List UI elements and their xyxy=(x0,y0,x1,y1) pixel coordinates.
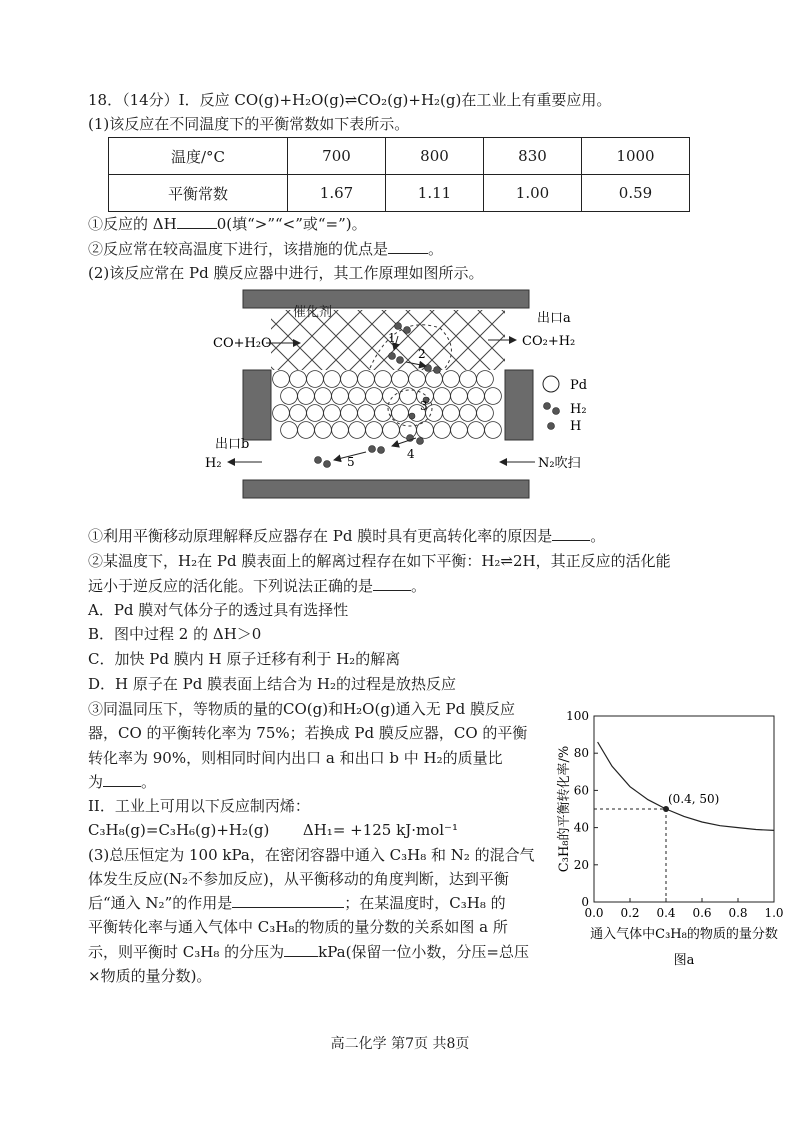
page-footer: 高二化学 第7页 共8页 xyxy=(330,1036,470,1052)
pd-atom xyxy=(383,422,400,439)
x-tick-label: 0.4 xyxy=(656,906,676,920)
x-tick-label: 0.2 xyxy=(620,906,640,920)
step-label: 1 xyxy=(388,331,396,345)
pd-atom xyxy=(332,388,349,405)
annotation-label: (0.4, 50) xyxy=(668,792,720,806)
catalyst-label: 催化剂 xyxy=(293,305,333,320)
option-d: D．H 原子在 Pd 膜表面上结合为 H₂的过程是放热反应 xyxy=(88,675,456,693)
pd-atom xyxy=(341,405,358,422)
pd-atom xyxy=(375,405,392,422)
x-tick-label: 0.8 xyxy=(728,906,748,920)
pd-atom xyxy=(426,405,443,422)
option-b: B．图中过程 2 的 ΔH＞0 xyxy=(88,625,262,643)
pd-atom xyxy=(392,371,409,388)
pd-atom xyxy=(349,388,366,405)
pd-membrane-diagram xyxy=(0,288,800,503)
question-2-2-cont: 远小于逆反应的活化能。下列说法正确的是 。 xyxy=(88,577,427,595)
pd-atom xyxy=(332,422,349,439)
question-3-end: ×物质的量分数)。 xyxy=(88,967,212,985)
outlet-a-label: 出口a xyxy=(537,311,571,326)
pd-atom xyxy=(307,371,324,388)
table-header-constant: 平衡常数 xyxy=(109,175,288,212)
table-cell: 800 xyxy=(386,138,484,175)
question-2-2: ②某温度下，H₂在 Pd 膜表面上的解离过程存在如下平衡：H₂⇌2H，其正反应的活化能 xyxy=(88,552,671,570)
pd-atom xyxy=(349,422,366,439)
y-tick-label: 40 xyxy=(573,820,589,835)
question-3-cont: 示，则平衡时 C₃H₈ 的分压为 kPa(保留一位小数，分压=总压 xyxy=(88,943,529,961)
pd-atom xyxy=(307,405,324,422)
table-row xyxy=(109,175,690,212)
pd-atom xyxy=(358,405,375,422)
equilibrium-table xyxy=(108,137,690,212)
table-cell: 830 xyxy=(484,138,582,175)
answer-blank[interactable] xyxy=(284,942,318,957)
table-cell: 0.59 xyxy=(582,175,690,212)
question-2-3-cont: 转化率为 90%，则相同时间内出口 a 和出口 b 中 H₂的质量比 xyxy=(88,749,503,767)
question-3-cont: 体发生反应(N₂不参加反应)，从平衡移动的角度判断，达到平衡 xyxy=(88,870,509,888)
pd-atom xyxy=(426,371,443,388)
pd-atom xyxy=(298,388,315,405)
pd-atom xyxy=(290,371,307,388)
answer-blank[interactable] xyxy=(388,239,428,254)
x-axis-label: 通入气体中C₃H₈的物质的量分数 xyxy=(590,927,778,942)
y-axis-label: C₃H₈的平衡转化率/% xyxy=(557,745,572,873)
step-label: 3 xyxy=(420,399,428,413)
answer-blank[interactable] xyxy=(103,772,141,787)
step-label: 4 xyxy=(407,447,415,461)
question-3-cont: 后“通入 N₂”的作用是 ；在某温度时，C₃H₈ 的 xyxy=(88,894,506,912)
pd-atom xyxy=(290,405,307,422)
inlet-label: CO+H₂O xyxy=(213,336,272,351)
pd-atom xyxy=(392,405,409,422)
y-tick-label: 0 xyxy=(581,895,589,909)
enthalpy-value: ΔH₁= +125 kJ·mol⁻¹ xyxy=(302,821,458,839)
left-seal xyxy=(243,370,271,440)
legend-h-label: H xyxy=(570,419,582,434)
pd-atom xyxy=(451,388,468,405)
series-line xyxy=(598,742,774,830)
pd-atom xyxy=(417,422,434,439)
x-tick-label: 0.0 xyxy=(584,906,604,920)
part2-intro: (2)该反应常在 Pd 膜反应器中进行，其工作原理如图所示。 xyxy=(88,264,484,282)
pd-atom xyxy=(273,405,290,422)
pd-atom xyxy=(383,388,400,405)
y-tick-label: 100 xyxy=(566,709,589,723)
pd-atom xyxy=(477,371,494,388)
pd-atom xyxy=(409,371,426,388)
main-equation: CO(g)+H₂O(g)⇌CO₂(g)+H₂(g) xyxy=(234,91,462,109)
part1-intro: (1)该反应在不同温度下的平衡常数如下表所示。 xyxy=(88,115,410,133)
step-label: 5 xyxy=(347,455,355,469)
legend-pd-icon xyxy=(543,376,559,392)
y-tick-label: 80 xyxy=(573,746,589,761)
legend-pd-label: Pd xyxy=(570,378,588,393)
pd-atom xyxy=(443,405,460,422)
x-tick-label: 1.0 xyxy=(764,906,784,920)
table-cell: 1.11 xyxy=(386,175,484,212)
h2-out-label: H₂ xyxy=(205,456,222,471)
propane-equation: C₃H₈(g)=C₃H₆(g)+H₂(g) ΔH₁= +125 kJ·mol⁻¹ xyxy=(88,821,458,839)
answer-blank[interactable] xyxy=(373,576,411,591)
y-tick-label: 20 xyxy=(573,857,589,872)
legend-h2-label: H₂ xyxy=(570,402,587,417)
pd-atom xyxy=(341,371,358,388)
pd-atom xyxy=(460,405,477,422)
pd-atom xyxy=(485,388,502,405)
conversion-chart xyxy=(556,702,796,992)
pd-atom xyxy=(273,371,290,388)
option-a: A．Pd 膜对气体分子的透过具有选择性 xyxy=(88,601,349,619)
step-label: 2 xyxy=(418,347,426,361)
pd-atom xyxy=(468,388,485,405)
top-plate xyxy=(243,290,529,308)
pd-atom xyxy=(460,371,477,388)
table-cell: 1.67 xyxy=(288,175,386,212)
table-header-temperature: 温度/°C xyxy=(109,138,288,175)
pd-atom xyxy=(324,371,341,388)
chart-title: 图a xyxy=(673,953,695,968)
outlet-b-label: 出口b xyxy=(215,437,250,452)
bottom-plate xyxy=(243,480,529,498)
question-2-3: ③同温同压下，等物质的量的CO(g)和H₂O(g)通入无 Pd 膜反应 xyxy=(88,700,516,718)
y-tick-label: 60 xyxy=(573,783,589,798)
pd-atom xyxy=(281,422,298,439)
pd-atom xyxy=(358,371,375,388)
x-tick-label: 0.6 xyxy=(692,906,712,920)
legend-h-icon xyxy=(548,423,555,430)
question-2-1: ①利用平衡移动原理解释反应器存在 Pd 膜时具有更高转化率的原因是 。 xyxy=(88,527,606,545)
question-3: (3)总压恒定为 100 kPa，在密闭容器中通入 C₃H₈ 和 N₂ 的混合气 xyxy=(88,846,535,864)
annotation-point xyxy=(663,806,669,812)
pd-atom xyxy=(485,422,502,439)
answer-blank[interactable] xyxy=(552,526,590,541)
pd-atom xyxy=(434,388,451,405)
question-2-3-end: 为 。 xyxy=(88,773,157,791)
pd-atom xyxy=(298,422,315,439)
answer-blank[interactable] xyxy=(177,214,217,229)
pd-atom xyxy=(366,388,383,405)
question-2-3-cont: 器，CO 的平衡转化率为 75%；若换成 Pd 膜反应器，CO 的平衡 xyxy=(88,724,528,742)
table-cell: 1.00 xyxy=(484,175,582,212)
question-number: 18．（14分）I．反应 xyxy=(88,91,230,109)
pd-atom xyxy=(324,405,341,422)
question-3-cont: 平衡转化率与通入气体中 C₃H₈的物质的量分数的关系如图 a 所 xyxy=(88,918,508,936)
pd-atom xyxy=(281,388,298,405)
pd-atom xyxy=(451,422,468,439)
answer-blank[interactable] xyxy=(232,893,344,908)
question-header: 18．（14分）I．反应 CO(g)+H₂O(g)⇌CO₂(g)+H₂(g)在工业上有重要应用。 xyxy=(88,91,612,109)
right-seal xyxy=(505,370,533,440)
table-row xyxy=(109,138,690,175)
question-1-2: ②反应常在较高温度下进行，该措施的优点是 。 xyxy=(88,240,444,258)
pd-atom xyxy=(434,422,451,439)
part-ii-intro: II．工业上可用以下反应制丙烯： xyxy=(88,797,310,815)
pd-atom xyxy=(375,371,392,388)
table-cell: 700 xyxy=(288,138,386,175)
legend-h2-icon xyxy=(544,403,560,415)
question-1-1: ①反应的 ΔH 0(填“>”“<”或“=”)。 xyxy=(88,215,367,233)
pd-atom xyxy=(468,422,485,439)
pd-atom xyxy=(443,371,460,388)
pd-atom xyxy=(315,422,332,439)
pd-atom xyxy=(315,388,332,405)
pd-membrane xyxy=(273,371,502,439)
table-cell: 1000 xyxy=(582,138,690,175)
pd-atom xyxy=(366,422,383,439)
option-c: C．加快 Pd 膜内 H 原子迁移有利于 H₂的解离 xyxy=(88,650,401,668)
outlet-a-flow: CO₂+H₂ xyxy=(522,334,576,349)
n2-sweep-label: N₂吹扫 xyxy=(538,456,581,471)
pd-atom xyxy=(477,405,494,422)
